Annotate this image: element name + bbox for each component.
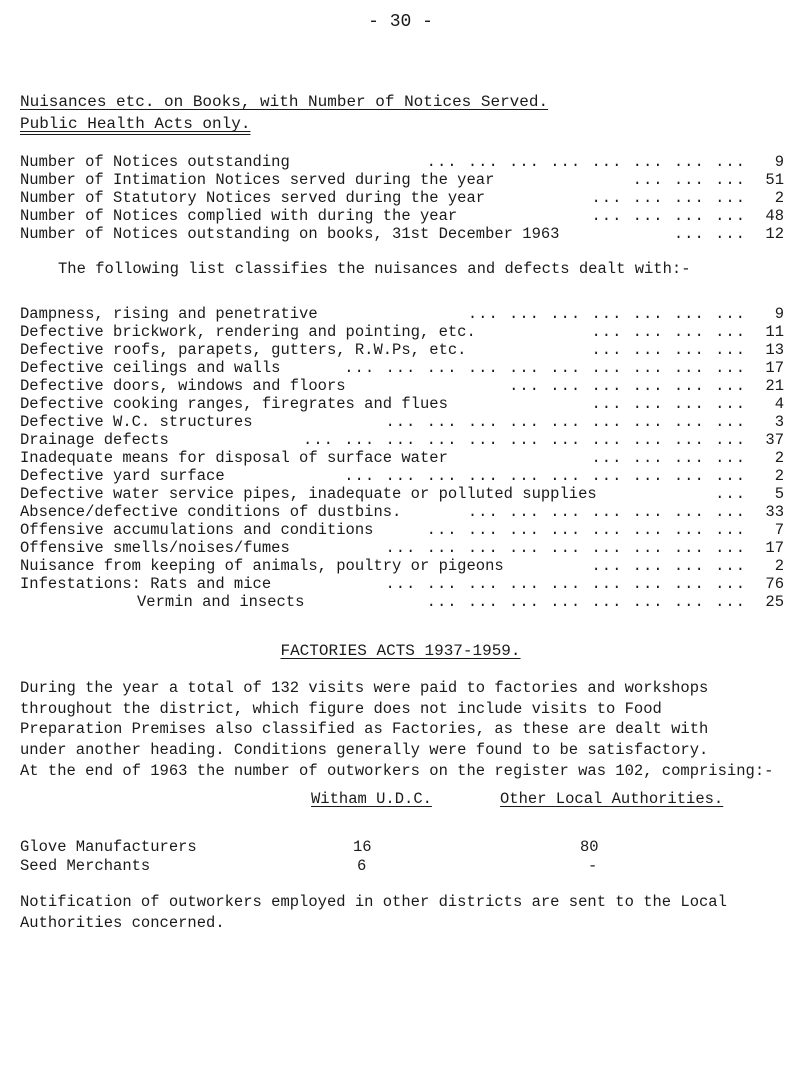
notice-value: 2 (774, 189, 784, 207)
defect-label: Infestations: Rats and mice (20, 575, 272, 593)
dot-leader: ... ... ... ... ... ... ... ... (426, 153, 746, 171)
defect-value: 2 (774, 557, 784, 575)
defect-row (20, 449, 784, 467)
defect-label: Defective yard surface (20, 467, 225, 485)
dot-leader: ... ... ... (632, 171, 746, 189)
witham-count: 6 (357, 857, 367, 875)
defect-label: Defective W.C. structures (20, 413, 253, 431)
defect-value: 9 (774, 305, 784, 323)
defect-row (20, 575, 784, 593)
defect-label: Defective water service pipes, inadequate or polluted supplies (20, 485, 597, 503)
defect-label: Offensive accumulations and conditions (20, 521, 374, 539)
defect-label: Defective cooking ranges, firegrates and flues (20, 395, 448, 413)
defect-label: Nuisance from keeping of animals, poultry or pigeons (20, 557, 504, 575)
dot-leader: ... ... ... ... (591, 557, 746, 575)
defect-value: 17 (765, 539, 784, 557)
defect-value: 5 (774, 485, 784, 503)
defect-value: 2 (774, 449, 784, 467)
dot-leader: ... ... ... ... ... ... ... ... ... (385, 539, 746, 557)
dot-leader: ... ... (673, 225, 746, 243)
col-witham: Witham U.D.C. (311, 790, 432, 808)
witham-count: 16 (353, 838, 372, 856)
dot-leader: ... ... ... ... (591, 323, 746, 341)
notice-value: 9 (774, 153, 784, 171)
defect-value: 37 (765, 431, 784, 449)
defect-row (20, 305, 784, 323)
defect-label: Drainage defects (20, 431, 169, 449)
defect-value: 4 (774, 395, 784, 413)
defect-value: 25 (765, 593, 784, 611)
other-count: - (588, 857, 598, 875)
defect-label: Vermin and insects (137, 593, 305, 611)
nuisances-title: Nuisances etc. on Books, with Number of Notices Served. (20, 93, 549, 111)
notice-value: 12 (765, 225, 784, 243)
dot-leader: ... ... ... ... (591, 395, 746, 413)
defect-row (20, 593, 784, 611)
defect-label: Defective ceilings and walls (20, 359, 281, 377)
dot-leader: ... ... ... ... ... ... ... ... ... (385, 575, 746, 593)
defect-value: 11 (765, 323, 784, 341)
defect-value: 21 (765, 377, 784, 395)
dot-leader: ... ... ... ... ... ... ... ... (426, 593, 746, 611)
defect-value: 33 (765, 503, 784, 521)
notice-label: Number of Notices complied with during the year (20, 207, 458, 225)
dot-leader: ... ... ... ... ... ... ... (467, 503, 746, 521)
factories-paragraph: During the year a total of 132 visits were paid to factories and workshops throughout the district, which figure does not include visits to Food Preparation Premises also classified as Factories, as these are dealt with under another heading. Conditions generally were found to be satisfactory. At the end of 1963 the number of outworkers on the register was 102, comprising:- (20, 679, 774, 780)
notice-label: Number of Intimation Notices served during the year (20, 171, 495, 189)
defect-label: Defective doors, windows and floors (20, 377, 346, 395)
notice-row (20, 189, 784, 207)
defect-row (20, 521, 784, 539)
defect-label: Offensive smells/noises/fumes (20, 539, 290, 557)
factories-title: FACTORIES ACTS 1937-1959. (280, 642, 521, 660)
dot-leader: ... ... ... ... ... ... (509, 377, 746, 395)
notification-paragraph: Notification of outworkers employed in other districts are sent to the Local Authorities concerned. (20, 893, 727, 932)
other-count: 80 (580, 838, 599, 856)
notice-row (20, 171, 784, 189)
dot-leader: ... ... ... ... ... ... ... (467, 305, 746, 323)
notice-label: Number of Statutory Notices served during the year (20, 189, 486, 207)
notice-row (20, 207, 784, 225)
trade-label: Glove Manufacturers (20, 838, 197, 856)
defect-row (20, 341, 784, 359)
defect-label: Defective roofs, parapets, gutters, R.W.Ps, etc. (20, 341, 467, 359)
nuisances-subtitle: Public Health Acts only. (20, 115, 251, 133)
defect-row (20, 323, 784, 341)
dot-leader: ... ... ... ... (591, 189, 746, 207)
dot-leader: ... ... ... ... (591, 207, 746, 225)
col-other-authorities: Other Local Authorities. (500, 790, 724, 808)
defect-value: 2 (774, 467, 784, 485)
defect-value: 3 (774, 413, 784, 431)
notice-row (20, 225, 784, 243)
defect-value: 7 (774, 521, 784, 539)
dot-leader: ... ... ... ... ... ... ... ... ... ... ... (303, 431, 746, 449)
defect-row (20, 413, 784, 431)
defect-value: 13 (765, 341, 784, 359)
dot-leader: ... ... ... ... ... ... ... ... ... ... (344, 359, 746, 377)
defect-row (20, 539, 784, 557)
defect-row (20, 485, 784, 503)
defect-label: Inadequate means for disposal of surface water (20, 449, 448, 467)
defect-row (20, 395, 784, 413)
defect-value: 17 (765, 359, 784, 377)
dot-leader: ... ... ... ... ... ... ... ... ... (385, 413, 746, 431)
defect-row (20, 431, 784, 449)
page-number: - 30 - (368, 12, 433, 32)
defect-label: Dampness, rising and penetrative (20, 305, 318, 323)
trade-label: Seed Merchants (20, 857, 151, 875)
classifies-intro: The following list classifies the nuisances and defects dealt with:- (58, 260, 691, 278)
dot-leader: ... ... ... ... ... ... ... ... (426, 521, 746, 539)
dot-leader: ... (715, 485, 746, 503)
notice-label: Number of Notices outstanding on books, 31st December 1963 (20, 225, 560, 243)
defect-row (20, 557, 784, 575)
defect-row (20, 467, 784, 485)
defect-row (20, 359, 784, 377)
defect-label: Absence/defective conditions of dustbins. (20, 503, 402, 521)
defect-label: Defective brickwork, rendering and pointing, etc. (20, 323, 476, 341)
notice-row (20, 153, 784, 171)
defect-row (20, 503, 784, 521)
dot-leader: ... ... ... ... ... ... ... ... ... ... (344, 467, 746, 485)
dot-leader: ... ... ... ... (591, 341, 746, 359)
dot-leader: ... ... ... ... (591, 449, 746, 467)
defect-row (20, 377, 784, 395)
notice-label: Number of Notices outstanding (20, 153, 290, 171)
defect-value: 76 (765, 575, 784, 593)
notice-value: 48 (765, 207, 784, 225)
notice-value: 51 (765, 171, 784, 189)
